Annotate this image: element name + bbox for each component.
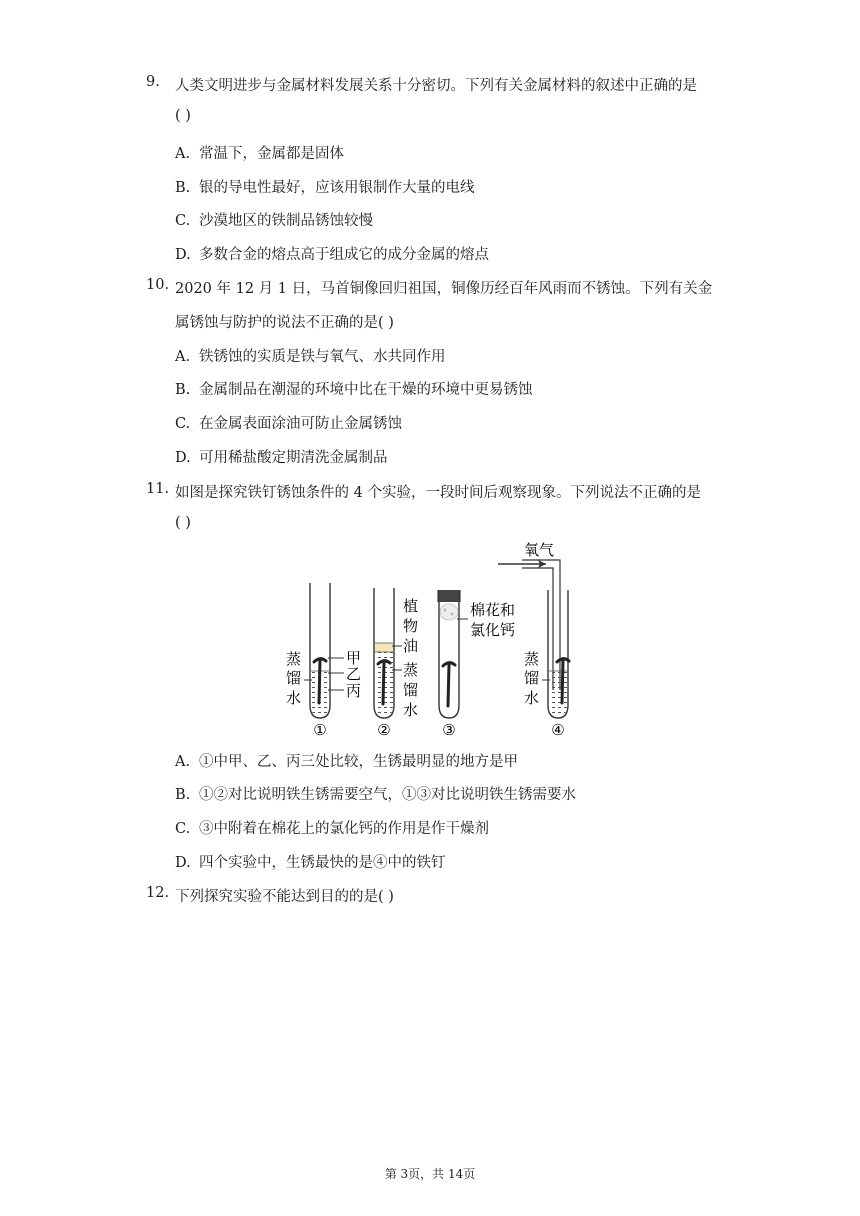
label-oxygen: 氧气 [524,541,555,559]
option-c: C. 沙漠地区的铁制品锈蚀较慢 [175,213,373,229]
option-c: C. 在金属表面涂油可防止金属锈蚀 [175,416,402,432]
tube-2 [374,588,402,718]
option-d: D. 四个实验中，生锈最快的是④中的铁钉 [175,855,446,871]
experiment-figure [270,540,590,740]
option-d: D. 多数合金的熔点高于组成它的成分金属的熔点 [175,247,489,263]
tube-3 [438,590,468,718]
question-number: 10. [146,277,170,293]
question-number: 12. [146,885,170,901]
label-yi: 乙 [346,665,362,683]
tube-3-number: ③ [442,721,456,739]
label-bing: 丙 [346,682,362,700]
tube-4-number: ④ [551,721,565,739]
option-c: C. ③中附着在棉花上的氯化钙的作用是作干燥剂 [175,821,489,837]
question-stem: 下列探究实验不能达到目的的是( ) [175,889,394,905]
option-a: A. 常温下，金属都是固体 [175,146,344,162]
label-oil-3: 油 [403,637,419,655]
label-water-left-1: 蒸 [286,650,302,668]
label-water2-3: 水 [403,701,419,719]
option-d: D. 可用稀盐酸定期清洗金属制品 [175,450,388,466]
label-water4-2: 馏 [524,669,540,687]
answer-bracket: ( ) [175,515,191,531]
question-number: 11. [146,481,170,497]
cotton-icon [440,604,458,620]
tube-1-number: ① [313,721,327,739]
label-cotton-2: 氯化钙 [470,621,516,639]
answer-bracket: ( ) [175,108,191,124]
label-jia: 甲 [346,649,362,667]
question-stem: 人类文明进步与金属材料发展关系十分密切。下列有关金属材料的叙述中正确的是 [175,78,697,94]
tube-1 [310,583,344,718]
label-water2-2: 馏 [403,681,419,699]
question-number: 9. [146,74,160,90]
tube-2-number: ② [377,721,391,739]
option-b: B. 银的导电性最好，应该用银制作大量的电线 [175,180,475,196]
label-cotton-1: 棉花和 [470,601,516,619]
page-footer: 第 3页，共 14页 [384,1167,476,1181]
option-a: A. ①中甲、乙、丙三处比较，生锈最明显的地方是甲 [175,754,518,770]
label-water4-3: 水 [524,689,540,707]
question-stem-cont: 属锈蚀与防护的说法不正确的是( ) [175,315,394,331]
label-oil-2: 物 [403,617,419,635]
label-water-left-3: 水 [286,689,302,707]
option-b: B. 金属制品在潮湿的环境中比在干燥的环境中更易锈蚀 [175,382,533,398]
iron-nail-icon [443,663,455,706]
label-oil-1: 植 [403,597,419,615]
label-water4-1: 蒸 [524,650,540,668]
question-stem: 2020 年 12 月 1 日，马首铜像回归祖国，铜像历经百年风雨而不锈蚀。下列有关金 [175,281,713,297]
question-stem: 如图是探究铁钉锈蚀条件的 4 个实验，一段时间后观察现象。下列说法不正确的是 [175,485,701,501]
option-b: B. ①②对比说明铁生锈需要空气，①③对比说明铁生锈需要水 [175,787,576,803]
option-a: A. 铁锈蚀的实质是铁与氧气、水共同作用 [175,349,446,365]
label-water-left-2: 馏 [286,669,302,687]
label-water2-1: 蒸 [403,661,419,679]
